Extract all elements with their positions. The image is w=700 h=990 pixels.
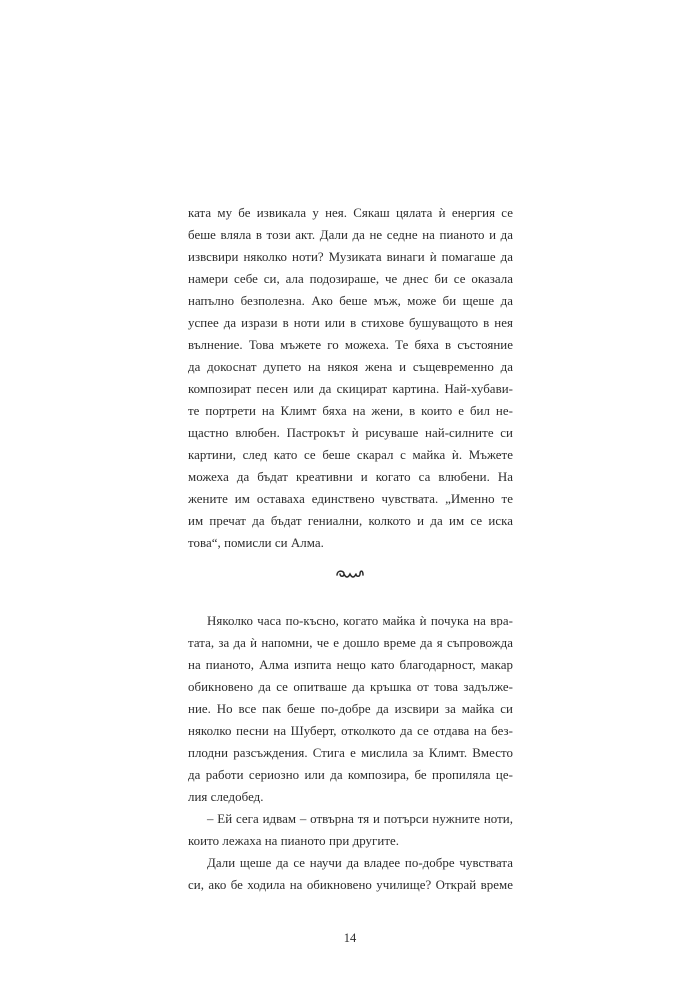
text-line: тата, за да ѝ напомни, че е дошло време да я съпровожда: [188, 636, 513, 650]
text-line: вълнение. Това мъжете го можеха. Те бяха в състояние: [188, 338, 513, 352]
text-line: на пианото, Алма изпита нещо като благодарност, макар: [188, 658, 513, 672]
text-line: композират песен или да скицират картина. Най-хубави-: [188, 382, 513, 396]
text-line: щастно влюбен. Пастрокът ѝ рисуваше най-силните си: [188, 426, 513, 440]
text-line: им пречат да бъдат гениални, колкото и да им се иска: [188, 514, 513, 528]
text-line: които лежаха на пианото при другите.: [188, 834, 400, 848]
text-line: успее да изрази в ноти или в стихове бушуващото в нея: [188, 316, 513, 330]
text-line: Няколко часа по-късно, когато майка ѝ почука на вра-: [207, 614, 513, 628]
text-line: лия следобед.: [188, 790, 264, 804]
text-line: ката му бе извикала у нея. Сякаш цялата ѝ енергия се: [188, 206, 513, 220]
text-line: да работи сериозно или да композира, бе пропиляла це-: [188, 768, 513, 782]
text-line: да докоснат дупето на някоя жена и същевременно да: [188, 360, 513, 374]
text-line: обикновено да се опитваше да кръшка от това задълже-: [188, 680, 513, 694]
text-line: – Ей сега идвам – отвърна тя и потърси нужните ноти,: [207, 812, 513, 826]
text-line: намери себе си, ала подозираше, че днес би се оказала: [188, 272, 513, 286]
text-line: беше вляла в този акт. Дали да не седне на пианото и да: [188, 228, 513, 242]
text-line: напълно безполезна. Ако беше мъж, може би щеше да: [188, 294, 513, 308]
text-line: това“, помисли си Алма.: [188, 536, 324, 550]
text-line: плодни разсъждения. Стига е мислила за Климт. Вместо: [188, 746, 513, 760]
text-line: си, ако бе ходила на обикновено училище? Открай време: [188, 878, 513, 892]
scroll-ornament-icon: [334, 566, 366, 582]
text-line: жените им оставаха единствено чувствата. „Именно те: [188, 492, 513, 506]
text-line: те портрети на Климт бяха на жени, в които е бил не-: [188, 404, 513, 418]
text-line: Дали щеше да се научи да владее по-добре чувствата: [207, 856, 513, 870]
text-line: ние. Но все пак беше по-добре да изсвири за майка си: [188, 702, 513, 716]
text-line: извсвири няколко ноти? Музиката винаги ѝ помагаше да: [188, 250, 513, 264]
text-line: картини, след като се беше скарал с майка ѝ. Мъжете: [188, 448, 513, 462]
text-line: няколко песни на Шуберт, отколкото да се отдава на без-: [188, 724, 513, 738]
text-line: можеха да бъдат креативни и когато са влюбени. На: [188, 470, 513, 484]
page-number: 14: [343, 931, 357, 945]
